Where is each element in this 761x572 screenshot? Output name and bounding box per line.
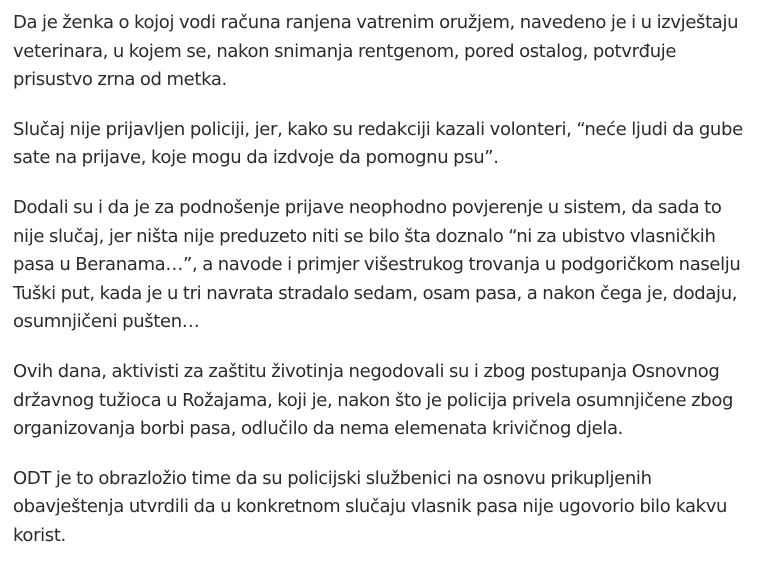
article-paragraph-2: Slučaj nije prijavljen policiji, jer, kako su redakciji kazali volonteri, “neće ljudi da gube sate na prijave, koje mogu da izdvoje da pomognu psu”. — [13, 118, 743, 169]
article-paragraph-1: Da je ženka o kojoj vodi računa ranjena vatrenim oružjem, navedeno je i u izvještaju veterinara, u kojem se, nakon snimanja rentgenom, pored ostalog, potvrđuje prisustvo zrna od metka. — [13, 12, 739, 91]
article-paragraph-3: Dodali su i da je za podnošenje prijave neophodno povjerenje u sistem, da sada to nije slučaj, jer ništa nije preduzeto niti se bilo šta doznalo “ni za ubistvo vlasničkih pasa u Beranama…”, a navode i primjer višestrukog trovanja u podgoričkom naselju Tuški put, kada je u tri navrata stradalo sedam, osam pasa, a nakon čega je, dodaju, osumnjičeni pušten… — [13, 196, 741, 333]
article-body — [13, 9, 743, 572]
article-paragraph-5: ODT je to obrazložio time da su policijski službenici na osnovu prikupljenih obavještenja utvrdili da u konkretnom slučaju vlasnik pasa nije ugovorio bilo kakvu korist. — [13, 467, 728, 546]
article-paragraph-4: Ovih dana, aktivisti za zaštitu životinja negodovali su i zbog postupanja Osnovnog državnog tužioca u Rožajama, koji je, nakon što je policija privela osumnjičene zbog organizovanja borbi pasa, odlučilo da nema elemenata krivičnog djela. — [13, 360, 734, 440]
